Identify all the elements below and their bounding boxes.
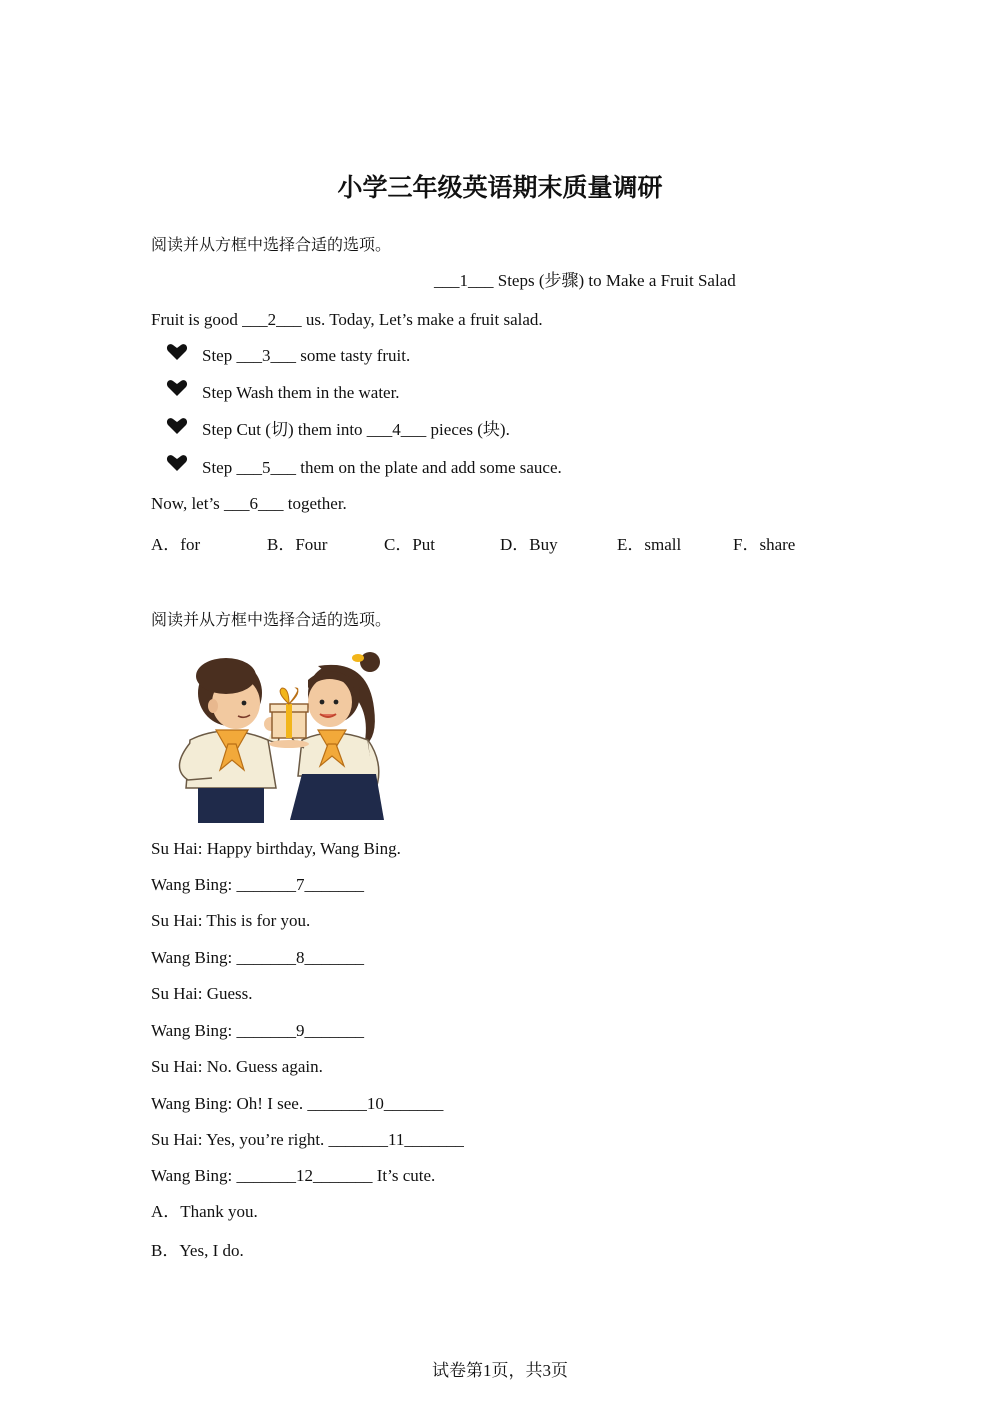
heart-bullet-icon	[166, 343, 188, 361]
option-b: B．Yes, I do.	[151, 1241, 244, 1260]
dialogue-line: Wang Bing: _______12_______ It’s cute.	[151, 1166, 436, 1185]
passage-intro: Fruit is good ___2___ us. Today, Let’s make a fruit salad.	[151, 310, 543, 329]
dialogue-line: Wang Bing: _______7_______	[151, 875, 365, 894]
passage-closing: Now, let’s ___6___ together.	[151, 494, 347, 513]
children-gift-illustration	[168, 648, 386, 823]
dialogue-line: Su Hai: Yes, you’re right. _______11_______	[151, 1130, 464, 1149]
option-b: B．Four	[267, 535, 328, 554]
section1-instruction: 阅读并从方框中选择合适的选项。	[151, 235, 392, 254]
step-item: Step Cut (切) them into ___4___ pieces (块).	[202, 420, 510, 439]
page-title: 小学三年级英语期末质量调研	[337, 173, 663, 202]
step-item: Step Wash them in the water.	[202, 383, 400, 402]
heart-bullet-icon	[166, 454, 188, 472]
dialogue-line: Su Hai: Happy birthday, Wang Bing.	[151, 839, 401, 858]
dialogue-line: Wang Bing: _______8_______	[151, 948, 365, 967]
option-f: F．share	[733, 535, 796, 554]
dialogue-line: Su Hai: This is for you.	[151, 911, 311, 930]
dialogue-line: Su Hai: No. Guess again.	[151, 1057, 323, 1076]
dialogue-line: Wang Bing: Oh! I see. _______10_______	[151, 1094, 444, 1113]
dialogue-line: Wang Bing: _______9_______	[151, 1021, 365, 1040]
step-item: Step ___5___ them on the plate and add some sauce.	[202, 458, 562, 477]
heart-bullet-icon	[166, 417, 188, 435]
option-a: A．Thank you.	[151, 1202, 258, 1221]
boy-figure	[179, 658, 278, 823]
option-e: E．small	[617, 535, 682, 554]
dialogue-line: Su Hai: Guess.	[151, 984, 253, 1003]
passage-title: ___1___ Steps (步骤) to Make a Fruit Salad	[434, 271, 736, 290]
option-d: D．Buy	[500, 535, 558, 554]
heart-bullet-icon	[166, 379, 188, 397]
step-item: Step ___3___ some tasty fruit.	[202, 346, 411, 365]
option-a: A．for	[151, 535, 201, 554]
option-c: C．Put	[384, 535, 436, 554]
page-footer: 试卷第1页，共3页	[432, 1361, 568, 1380]
section2-instruction: 阅读并从方框中选择合适的选项。	[151, 610, 392, 629]
